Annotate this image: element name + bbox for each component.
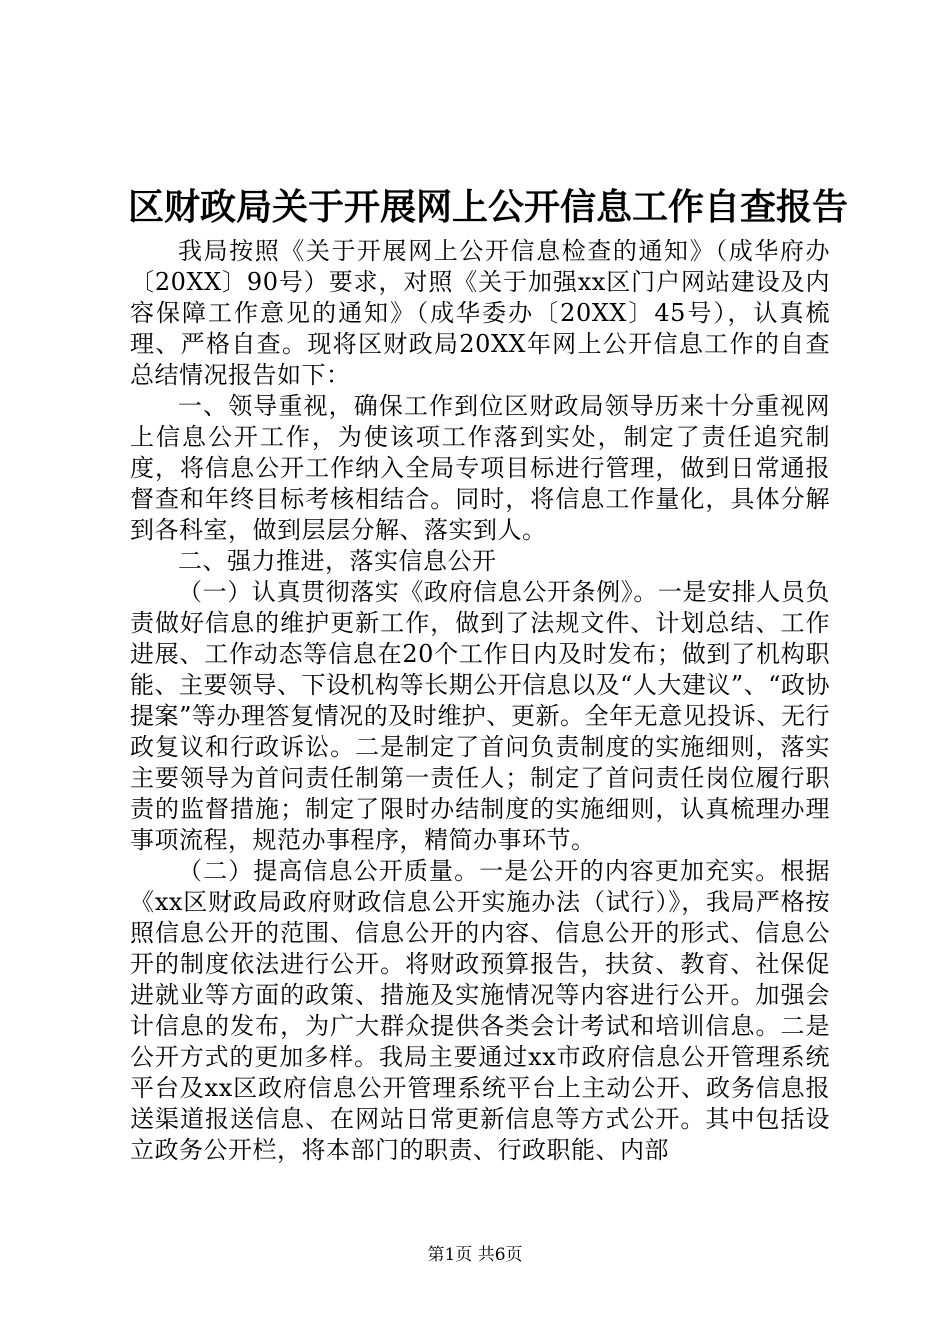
section-heading-2: 二、强力推进，落实信息公开 xyxy=(178,547,497,575)
paragraph-subsection-2: （二）提高信息公开质量。一是公开的内容更加充实。根据《xx区财政局政府财政信息公开实施办法（试行）》，我局严格按照信息公开的范围、信息公开的内容、信息公开的形式、信息公开的制度依法进行公开。将财政预算报告，扶贫、教育、社保促进就业等方面的政策、措施及实施情况等内容进行公开。加强会计信息的发布，为广大群众提供各类会计考试和培训信息。二是公开方式的更加多样。我局主要通过xx市政府信息公开管理系统平台及xx区政府信息公开管理系统平台上主动公开、政务信息报送渠道报送信息、在网站日常更新信息等方式公开。其中包括设立政务公开栏，将本部门的职责、行政职能、内部 xyxy=(130,857,830,1164)
paragraph-section-1: 一、领导重视，确保工作到位区财政局领导历来十分重视网上信息公开工作，为使该项工作落到实处，制定了责任追究制度，将信息公开工作纳入全局专项目标进行管理，做到日常通报督查和年终目标考核相结合。同时，将信息工作量化，具体分解到各科室，做到层层分解、落实到人。 xyxy=(130,392,830,544)
document-body xyxy=(130,236,830,1166)
page-number-footer: 第1页 共6页 xyxy=(427,1245,523,1265)
document-title: 区财政局关于开展网上公开信息工作自查报告 xyxy=(128,186,849,228)
paragraph-subsection-1: （一）认真贯彻落实《政府信息公开条例》。一是安排人员负责做好信息的维护更新工作，做到了法规文件、计划总结、工作进展、工作动态等信息在20个工作日内及时发布；做到了机构职能、主要领导、下设机构等长期公开信息以及“人大建议”、“政协提案”等办理答复情况的及时维护、更新。全年无意见投诉、无行政复议和行政诉讼。二是制定了首问负责制度的实施细则，落实主要领导为首问责任制第一责任人；制定了首问责任岗位履行职责的监督措施；制定了限时办结制度的实施细则，认真梳理办理事项流程，规范办事程序，精简办事环节。 xyxy=(130,578,830,854)
paragraph-intro: 我局按照《关于开展网上公开信息检查的通知》（成华府办〔20XX〕90号）要求，对照《关于加强xx区门户网站建设及内容保障工作意见的通知》（成华委办〔20XX〕45号），认真梳理、严格自查。现将区财政局20XX年网上公开信息工作的自查总结情况报告如下： xyxy=(130,237,830,389)
